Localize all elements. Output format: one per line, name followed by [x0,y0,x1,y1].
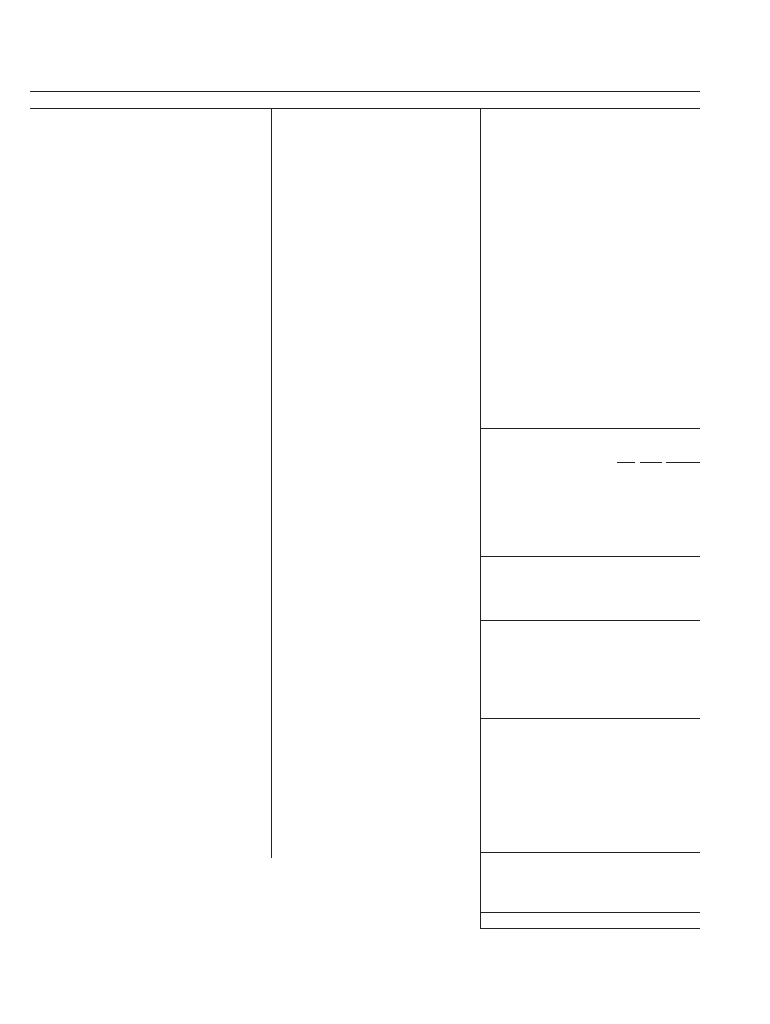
ge-line [617,462,635,463]
note-rule-2 [480,620,700,621]
note-rule-3 [480,718,700,719]
column-header-rule [30,108,700,109]
ge-grade-line[interactable] [640,462,662,463]
bottom-rule [480,928,700,929]
ge-semester-line[interactable] [666,462,700,463]
total-rule [480,912,700,913]
divider-left [271,108,272,858]
totals-rule [480,852,700,853]
note-rule-1 [480,556,700,557]
header-rule [30,91,700,92]
divider-right [480,108,481,928]
ge-rule [480,428,700,429]
